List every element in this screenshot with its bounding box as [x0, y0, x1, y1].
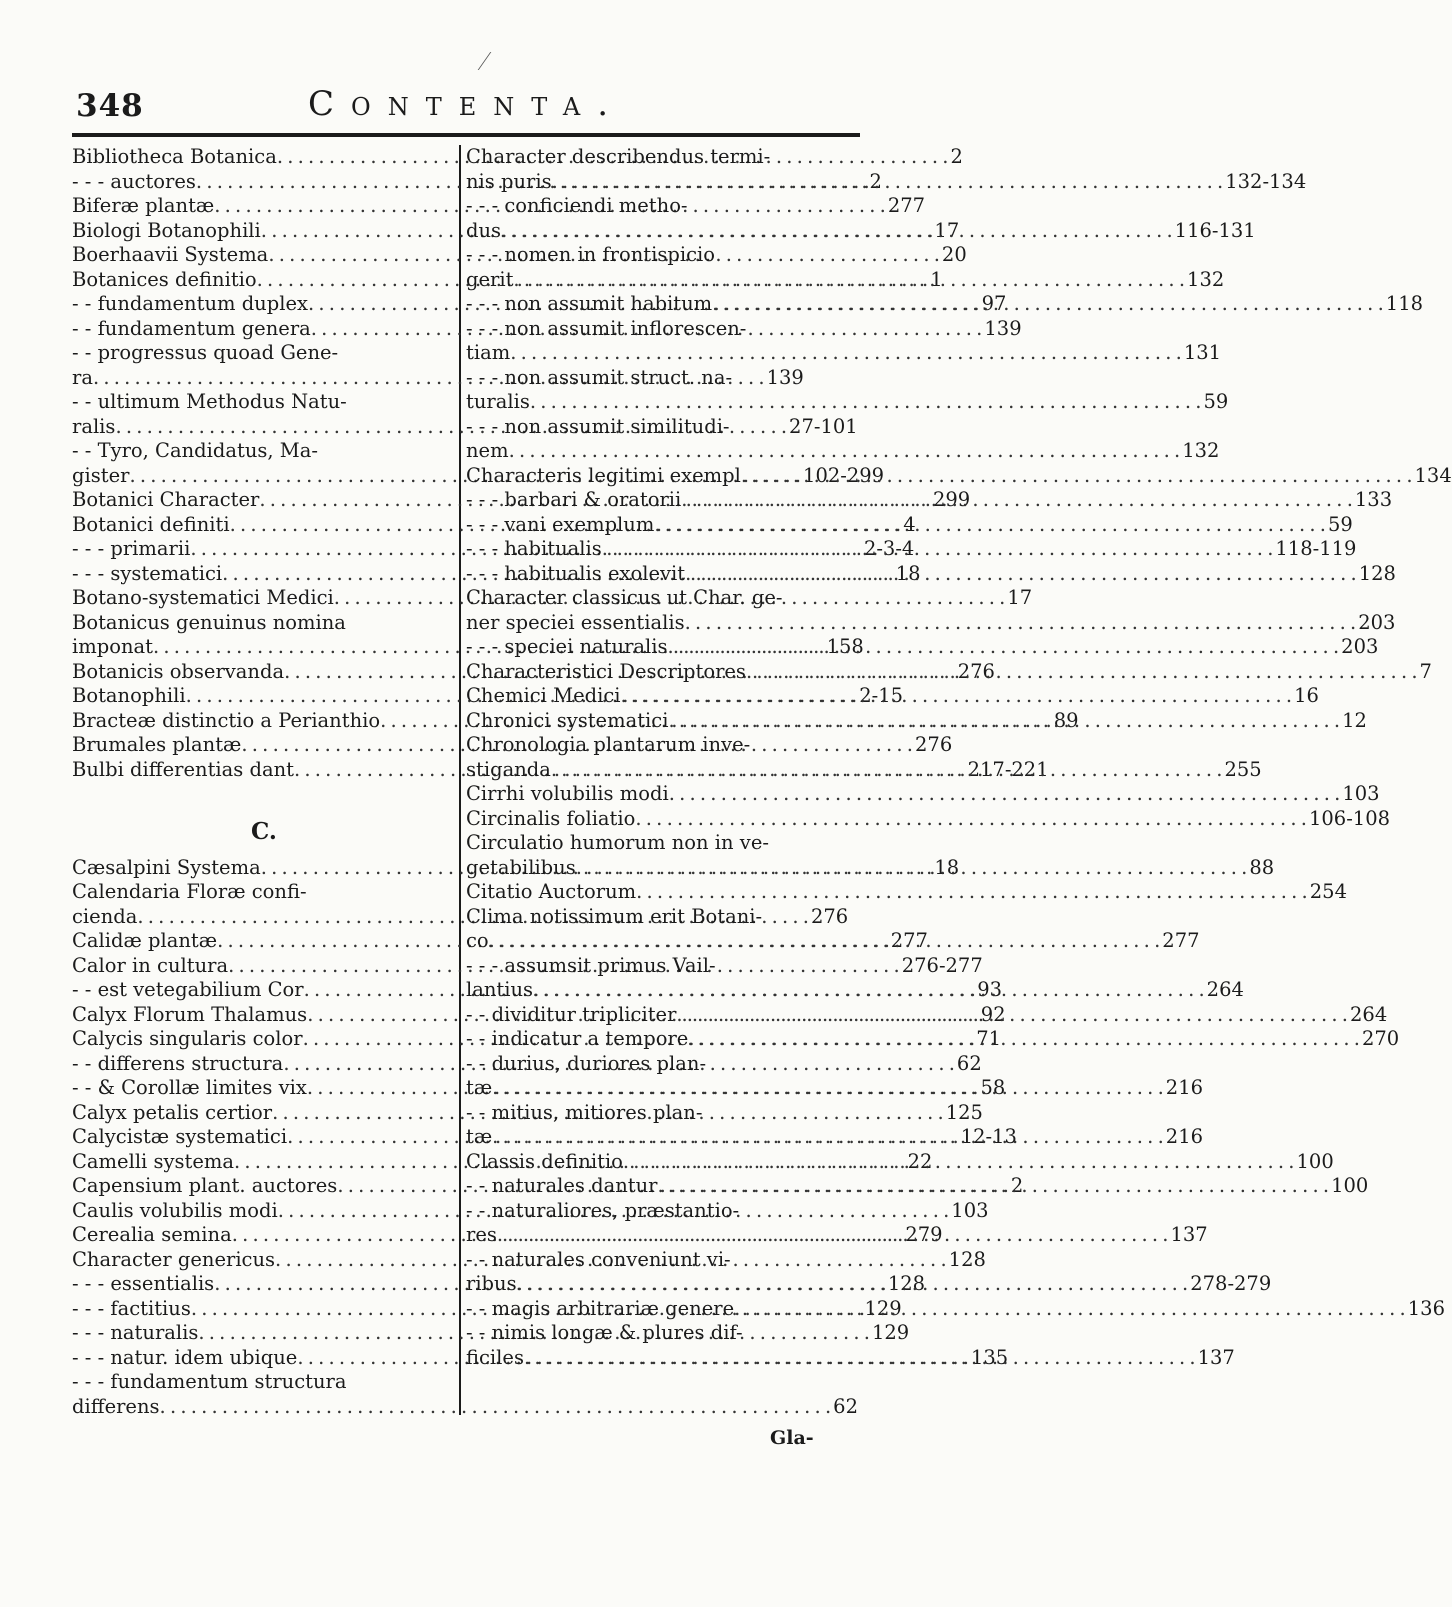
dot-leader: [657, 1174, 1328, 1199]
entry-page-ref: 264: [1206, 978, 1244, 1001]
entry-term: Biologi Botanophili: [72, 218, 261, 242]
entry-term: - - - systematici: [72, 561, 223, 585]
entry-page-ref: 217-221: [967, 757, 1049, 781]
entry-page-ref: 100: [1296, 1149, 1334, 1173]
entry-page-ref: 158: [826, 635, 864, 658]
index-entry: [466, 145, 852, 170]
entry-page-ref: 102-299: [803, 463, 885, 487]
entry-page-ref: 132: [1182, 439, 1220, 462]
entry-term: Classis definitio: [466, 1149, 623, 1173]
entry-term: ficiles: [466, 1345, 524, 1369]
entry-page-ref: 1: [930, 267, 943, 291]
dot-leader: [676, 1003, 1347, 1028]
entry-page-ref: 17: [934, 218, 960, 242]
dot-leader: [623, 1150, 1294, 1175]
entry-page-ref: 97: [981, 292, 1007, 315]
index-entry: [466, 635, 1379, 660]
index-entry: [72, 439, 456, 464]
entry-term: - - - factitius: [72, 1296, 191, 1320]
entry-term: Capensium plant. auctores: [72, 1174, 338, 1197]
entry-page-ref: 276-277: [901, 953, 983, 977]
entry-term: tæ: [466, 1076, 493, 1099]
dot-leader: [513, 268, 1184, 293]
entry-term: - - ultimum Methodus Natu-: [72, 390, 347, 413]
entry-term: Botanicis observanda: [72, 659, 285, 683]
entry-page-ref: 116-131: [1174, 218, 1256, 242]
index-entry: [466, 341, 1222, 366]
entry-term: stiganda: [466, 757, 551, 781]
entry-page-ref: 278-279: [1190, 1272, 1272, 1295]
dot-leader: [509, 439, 1180, 464]
index-entry: [466, 610, 1396, 636]
dot-leader: [741, 464, 1412, 489]
entry-term: - - indicatur a tempore: [466, 1027, 689, 1050]
entry-term: gerit: [466, 267, 514, 291]
entry-page-ref: 18: [895, 561, 921, 585]
entry-term: Caulis volubilis modi: [72, 1198, 278, 1222]
entry-term: Botanicus genuinus nomina: [72, 610, 346, 634]
entry-term: Citatio Auctorum: [466, 880, 637, 903]
dot-leader: [654, 513, 1325, 538]
entry-page-ref: 129: [864, 1296, 902, 1320]
entry-page-ref: 27-101: [789, 414, 858, 438]
entry-term: - - - vani exemplum: [466, 512, 655, 536]
entry-term: nem: [466, 439, 509, 462]
entry-page-ref: 203: [1341, 635, 1379, 658]
entry-page-ref: 2: [869, 169, 882, 193]
entry-term: - - differens structura: [72, 1051, 284, 1075]
dot-leader: [685, 611, 1356, 636]
entry-term: - - - conficiendi metho-: [466, 194, 688, 217]
dot-leader: [668, 709, 1339, 734]
entry-page-ref: 132: [1187, 267, 1225, 291]
entry-term: Botanici definiti: [72, 512, 230, 536]
index-entry: [466, 415, 852, 440]
entry-page-ref: 277: [1162, 929, 1200, 952]
dot-leader: [636, 880, 1307, 905]
entry-term: Calycis singularis color: [72, 1027, 303, 1050]
entry-page-ref: 276: [957, 659, 995, 683]
entry-term: - - - non assumit inflorescen-: [466, 316, 747, 340]
entry-term: - - - natur. idem ubique: [72, 1345, 298, 1369]
index-entry: [466, 831, 852, 856]
entry-term: Character classicus ut Char. ge-: [466, 586, 783, 609]
entry-term: - - - barbari & oratorii: [466, 488, 682, 511]
entry-term: ner speciei essentialis: [466, 610, 685, 634]
entry-page-ref: 16: [1294, 684, 1319, 707]
entry-term: lantius: [466, 978, 534, 1001]
entry-term: ralis: [72, 414, 116, 438]
entry-term: - - - primarii: [72, 537, 191, 560]
entry-term: tæ: [466, 1125, 493, 1148]
entry-page-ref: 58: [980, 1076, 1006, 1099]
dot-leader: [510, 341, 1181, 366]
index-entry: [466, 512, 1353, 538]
entry-term: - - naturales dantur: [466, 1174, 658, 1197]
entry-term: - - mitius, mitiores plan-: [466, 1100, 703, 1124]
index-entry: [466, 806, 1391, 832]
entry-page-ref: 118: [1385, 292, 1424, 315]
entry-page-ref: 103: [1342, 782, 1380, 805]
entry-page-ref: 93: [977, 978, 1003, 1001]
entry-page-ref: 18: [934, 855, 960, 879]
entry-page-ref: 139: [766, 365, 804, 389]
index-entry: [466, 782, 1380, 807]
index-entry: [72, 1125, 1017, 1150]
entry-term: - - - non assumit struct. na-: [466, 365, 733, 389]
entry-page-ref: 216: [1165, 1076, 1204, 1099]
entry-page-ref: 103: [951, 1198, 989, 1222]
entry-term: Cerealia semina: [72, 1223, 232, 1246]
entry-term: - - - speciei naturalis: [466, 635, 668, 658]
index-entry: [466, 267, 1225, 293]
entry-term: Characteristici Descriptores: [466, 659, 746, 683]
index-entry: [466, 880, 1347, 905]
entry-term: - - naturaliores, præstantio-: [466, 1198, 740, 1222]
entry-term: - - - naturalis: [72, 1321, 199, 1344]
entry-term: Chronologia plantarum inve-: [466, 733, 751, 756]
dot-leader: [681, 488, 1352, 513]
entry-page-ref: 2-15: [859, 684, 904, 707]
entry-page-ref: 135: [970, 1345, 1009, 1369]
index-entry: [466, 169, 1307, 195]
stray-mark: [478, 52, 506, 70]
entry-term: - - - non assumit habitum: [466, 292, 713, 315]
dot-leader: [533, 978, 1204, 1003]
entry-term: turalis: [466, 390, 530, 413]
entry-term: Camelli systema: [72, 1149, 235, 1173]
page-number: 348: [76, 88, 144, 124]
entry-page-ref: 264: [1350, 1002, 1388, 1026]
dot-leader: [552, 170, 1223, 195]
entry-term: - - Tyro, Candidatus, Ma-: [72, 439, 318, 462]
entry-term: imponat: [72, 635, 153, 658]
entry-term: ra: [72, 365, 93, 389]
entry-page-ref: 133: [1354, 488, 1393, 511]
entry-page-ref: 71: [976, 1027, 1002, 1050]
index-entry: [466, 1321, 852, 1346]
entry-term: gister: [72, 463, 130, 487]
dot-leader: [551, 758, 1222, 783]
entry-term: Biferæ plantæ: [72, 194, 215, 217]
entry-page-ref: 4: [903, 512, 916, 536]
index-entry: [466, 1101, 852, 1126]
entry-page-ref: 254: [1309, 880, 1347, 903]
entry-term: dus: [466, 218, 502, 242]
entry-page-ref: 106-108: [1308, 806, 1391, 830]
dot-leader: [576, 856, 1247, 881]
entry-term: - - progressus quoad Gene-: [72, 341, 339, 364]
index-entry: [466, 463, 1452, 489]
dot-leader: [688, 1027, 1359, 1052]
entry-page-ref: 132-134: [1225, 169, 1307, 193]
dot-leader: [668, 635, 1339, 660]
entry-term: getabilibus: [466, 855, 576, 879]
entry-page-ref: 2: [950, 145, 963, 168]
entry-page-ref: 59: [1203, 390, 1229, 413]
entry-term: - - - non assumit similitudi-: [466, 414, 730, 438]
entry-term: Character genericus: [72, 1247, 276, 1271]
index-entry: [72, 611, 456, 636]
index-entry: [466, 1248, 852, 1273]
entry-page-ref: 12-13: [960, 1125, 1017, 1148]
dot-leader: [489, 929, 1160, 954]
entry-page-ref: 89: [1053, 708, 1079, 732]
index-entry: [72, 880, 456, 905]
entry-page-ref: 7: [1419, 659, 1432, 683]
entry-page-ref: 279: [905, 1223, 943, 1246]
entry-term: - - magis arbitrariæ genere: [466, 1296, 735, 1320]
index-entry: [466, 317, 852, 342]
entry-page-ref: 12: [1342, 708, 1367, 732]
index-entry: [466, 929, 1200, 954]
entry-term: - - - fundamentum structura: [72, 1370, 347, 1393]
entry-term: - - durius, duriores plan-: [466, 1051, 707, 1075]
entry-term: Botanices definitio: [72, 267, 257, 291]
dot-leader: [497, 1223, 1168, 1248]
entry-page-ref: 299: [932, 488, 971, 511]
entry-term: Calycistæ systematici: [72, 1125, 288, 1148]
entry-term: - - - assumsit primus Vail-: [466, 953, 716, 977]
index-entry: [466, 390, 1229, 415]
index-entry: [72, 1394, 858, 1420]
index-entry: [466, 586, 852, 611]
entry-term: Brumales plantæ: [72, 733, 242, 756]
entry-page-ref: 88: [1249, 855, 1275, 879]
entry-page-ref: 62: [833, 1394, 858, 1418]
index-entry: [466, 1199, 852, 1224]
entry-term: - - - auctores: [72, 169, 196, 193]
entry-page-ref: 276: [810, 904, 849, 928]
dot-leader: [669, 782, 1340, 807]
entry-term: - - nimis longæ & plures dif-: [466, 1321, 743, 1344]
entry-page-ref: 17: [1007, 586, 1033, 609]
index-entry: [466, 954, 852, 979]
entry-page-ref: 216: [1165, 1125, 1204, 1148]
index-entry: [466, 905, 852, 930]
index-entry: [466, 1174, 1369, 1199]
entry-term: - - - habitualis exolevit: [466, 561, 686, 585]
dot-leader: [492, 1125, 1163, 1150]
index-entry: [72, 341, 456, 366]
index-entry: [466, 733, 852, 758]
entry-term: Calidæ plantæ: [72, 929, 218, 952]
entry-term: Clima notissimum erit Botani-: [466, 904, 763, 928]
dot-leader: [685, 562, 1356, 587]
entry-term: - - fundamentum genera: [72, 316, 311, 340]
index-entry: [466, 366, 852, 391]
entry-page-ref: 139: [984, 316, 1022, 340]
entry-page-ref: 118-119: [1275, 537, 1357, 560]
entry-term: - - naturales conveniunt vi-: [466, 1247, 731, 1271]
entry-page-ref: 131: [1183, 341, 1222, 364]
entry-term: Calendaria Floræ confi-: [72, 880, 307, 903]
entry-term: Calyx Florum Thalamus: [72, 1002, 308, 1026]
dot-leader: [524, 1346, 1195, 1371]
catchword: Gla-: [770, 1427, 814, 1449]
header-rule: [72, 133, 860, 137]
entry-term: - - - nomen in frontispicio: [466, 243, 715, 266]
entry-term: - - & Corollæ limites vix: [72, 1076, 307, 1099]
entry-term: Calyx petalis certior: [72, 1100, 273, 1124]
entry-page-ref: 270: [1361, 1027, 1400, 1050]
dot-leader: [530, 390, 1201, 415]
entry-term: co: [466, 929, 489, 952]
entry-term: res: [466, 1223, 497, 1246]
entry-term: tiam: [466, 341, 511, 364]
entry-term: Circinalis foliatio: [466, 806, 636, 830]
entry-term: nis puris: [466, 169, 552, 193]
index-entry: [466, 243, 852, 268]
entry-term: Bracteæ distinctio a Perianthio: [72, 708, 381, 732]
entry-page-ref: 134: [1414, 463, 1452, 487]
entry-page-ref: 128: [887, 1272, 926, 1295]
entry-term: Character describendus termi-: [466, 145, 771, 168]
entry-term: Chemici Medici: [466, 684, 621, 707]
spacer: [72, 782, 456, 807]
entry-page-ref: 276: [915, 733, 953, 756]
entry-term: Circulatio humorum non in ve-: [466, 831, 769, 854]
entry-term: Botanophili: [72, 684, 186, 707]
entry-page-ref: 92: [980, 1002, 1006, 1026]
entry-term: differens: [72, 1394, 160, 1418]
entry-term: Botanici Character: [72, 488, 260, 511]
entry-page-ref: 125: [945, 1100, 983, 1124]
entry-page-ref: 129: [871, 1321, 910, 1344]
entry-term: Bibliotheca Botanica: [72, 145, 277, 168]
entry-page-ref: 100: [1331, 1174, 1369, 1197]
index-entry: [72, 1370, 456, 1395]
dot-leader: [621, 684, 1292, 709]
dot-leader: [492, 1076, 1163, 1101]
dot-leader: [602, 537, 1273, 562]
index-entry: [72, 390, 456, 415]
entry-page-ref: 2: [1010, 1174, 1024, 1197]
dot-leader: [635, 807, 1306, 832]
entry-term: Bulbi differentias dant: [72, 757, 294, 781]
entry-page-ref: 203: [1358, 610, 1396, 634]
entry-page-ref: 22: [907, 1149, 933, 1173]
entry-term: - - dividitur tripliciter: [466, 1002, 677, 1026]
index-entry: [466, 1052, 852, 1077]
section-letter-heading: C.: [251, 817, 277, 845]
entry-term: - - - habitualis: [466, 537, 602, 560]
entry-term: - - est vetegabilium Cor: [72, 978, 304, 1001]
entry-term: Calor in cultura: [72, 953, 229, 977]
entry-page-ref: 137: [1197, 1345, 1235, 1369]
entry-term: Cæsalpini Systema: [72, 855, 261, 879]
entry-page-ref: 137: [1170, 1223, 1208, 1246]
page-title: Contenta.: [308, 84, 626, 124]
entry-term: ribus: [466, 1272, 517, 1295]
dot-leader: [734, 1297, 1405, 1322]
entry-page-ref: 2-3-4: [863, 537, 915, 560]
entry-page-ref: 20: [941, 243, 967, 266]
dot-leader: [517, 1272, 1188, 1297]
entry-term: Boerhaavii Systema: [72, 243, 269, 266]
entry-term: cienda: [72, 904, 138, 928]
entry-page-ref: 136: [1407, 1296, 1445, 1320]
entry-page-ref: 255: [1224, 757, 1262, 781]
entry-term: Cirrhi volubilis modi: [466, 782, 669, 805]
entry-page-ref: 128: [948, 1247, 986, 1271]
entry-term: Botano-systematici Medici: [72, 586, 334, 609]
entry-page-ref: 277: [890, 929, 928, 952]
index-entry: [466, 194, 852, 219]
entry-page-ref: 59: [1327, 512, 1353, 536]
dot-leader: [746, 660, 1417, 685]
entry-term: Characteris legitimi exempl: [466, 463, 741, 487]
entry-page-ref: 128: [1358, 561, 1396, 585]
dot-leader: [712, 292, 1383, 317]
entry-term: Chronici systematici: [466, 708, 669, 732]
entry-page-ref: 62: [956, 1051, 982, 1075]
dot-leader: [501, 219, 1172, 244]
dot-leader: [160, 1395, 831, 1420]
index-entry: [466, 439, 1220, 464]
entry-page-ref: 277: [887, 194, 926, 217]
entry-term: - - - essentialis: [72, 1272, 215, 1295]
entry-term: - - fundamentum duplex: [72, 292, 308, 315]
